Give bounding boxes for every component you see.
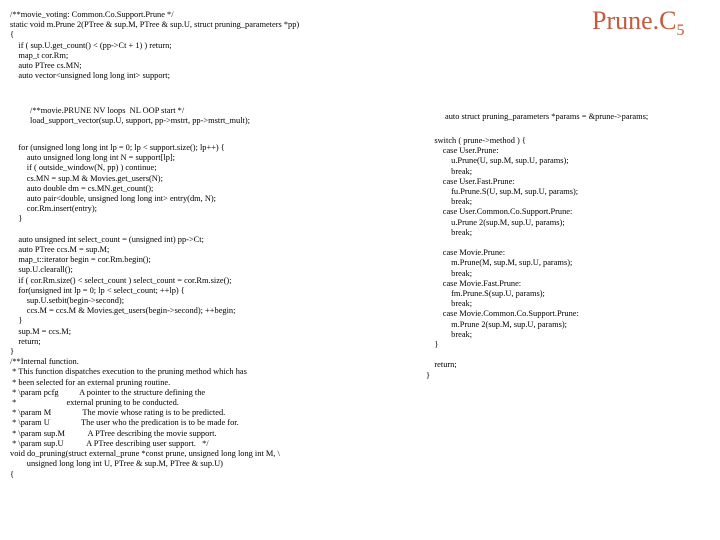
slide-title (592, 6, 685, 40)
code-block-left-bottom: for (unsigned long long int lp = 0; lp < support.size(); lp++) { auto unsigned long long int N = support[lp]; if ( outside_window(N, pp) ) continue; cs.MN = sup.M & Movies.get_users(N); auto double dm = cs.MN.get_count(); auto pair<double, unsigned long long int> entry(dm, N); cor.Rm.insert(entry); } auto unsigned int select_count = (unsigned int) pp->Ct; auto PTree ccs.M = sup.M; map_t::iterator begin = cor.Rm.begin(); sup.U.clearall(); if ( cor.Rm.size() < select_count ) select_count = cor.Rm.size(); for(unsigned int lp = 0; lp < select_count; ++lp) { sup.U.setbit(begin->second); ccs.M = ccs.M & Movies.get_users(begin->second); ++begin; } sup.M = ccs.M; return; } /**Internal function. * This function dispatches execution to the pruning method which has * been selected for an external pruning routine. * \param pcfg A pointer to the structure defining the * external pruning to be conducted. * \param M The movie whose rating is to be predicted. * \param U The user who the predication is to be made for. * \param sup.M A PTree describing the movie support. * \param sup.U A PTree describing user support. */ void do_pruning(struct external_prune *const prune, unsigned long long int M, \ unsigned long long int U, PTree & sup.M, PTree & sup.U) { (10, 143, 280, 479)
code-block-left-top: /**movie_voting: Common.Co.Support.Prune */ static void m.Prune 2(PTree & sup.M, PTree & sup.U, struct pruning_parameters *pp) { if ( sup.U.get_count() < (pp->Ct + 1) ) return; map_t cor.Rm; auto PTree cs.MN; auto vector<unsigned long long int> support; (10, 10, 300, 81)
code-block-right-switch: switch ( prune->method ) { case User.Prune: u.Prune(U, sup.M, sup.U, params); break; case User.Fast.Prune: fu.Prune.S(U, sup.M, sup.U, params); break; case User.Common.Co.Support.Prune: u.Prune 2(sup.M, sup.U, params); break; case Movie.Prune: m.Prune(M, sup.M, sup.U, params); break; case Movie.Fast.Prune: fm.Prune.S(sup.U, params); break; case Movie.Common.Co.Support.Prune: m.Prune 2(sup.M, sup.U, params); break; } return; } (426, 136, 579, 380)
slide-title-main: Prune.C (592, 6, 677, 35)
code-block-right-params: auto struct pruning_parameters *params = &prune->params; (445, 112, 649, 121)
slide-title-subscript: 5 (676, 22, 685, 39)
code-block-left-mid: /**movie.PRUNE NV loops NL OOP start */ load_support_vector(sup.U, support, pp->mstrt, pp->mstrt_mult); (30, 106, 250, 126)
